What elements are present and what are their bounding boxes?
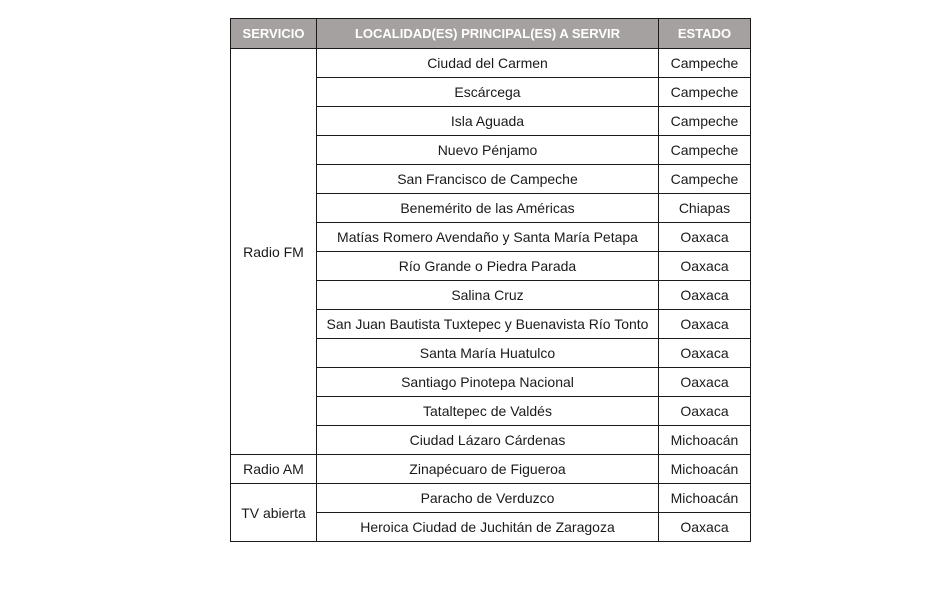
table-body: [231, 49, 751, 542]
locality-cell: Río Grande o Piedra Parada: [317, 252, 659, 281]
locality-cell: Santa María Huatulco: [317, 339, 659, 368]
header-row: [231, 19, 751, 49]
state-cell: Oaxaca: [659, 223, 751, 252]
locality-cell: Paracho de Verduzco: [317, 484, 659, 513]
state-cell: Oaxaca: [659, 252, 751, 281]
locality-cell: Matías Romero Avendaño y Santa María Petapa: [317, 223, 659, 252]
table-row: [231, 455, 751, 484]
state-cell: Oaxaca: [659, 397, 751, 426]
locality-cell: Nuevo Pénjamo: [317, 136, 659, 165]
state-cell: Oaxaca: [659, 513, 751, 542]
table-row: [231, 484, 751, 513]
locality-cell: Ciudad Lázaro Cárdenas: [317, 426, 659, 455]
state-cell: Campeche: [659, 107, 751, 136]
table-header: [231, 19, 751, 49]
state-cell: Campeche: [659, 165, 751, 194]
locality-cell: Isla Aguada: [317, 107, 659, 136]
locality-cell: San Juan Bautista Tuxtepec y Buenavista Río Tonto: [317, 310, 659, 339]
service-cell: Radio FM: [231, 49, 317, 455]
locality-cell: Zinapécuaro de Figueroa: [317, 455, 659, 484]
header-locality: LOCALIDAD(ES) PRINCIPAL(ES) A SERVIR: [317, 19, 659, 49]
locality-cell: Tataltepec de Valdés: [317, 397, 659, 426]
state-cell: Oaxaca: [659, 339, 751, 368]
state-cell: Michoacán: [659, 455, 751, 484]
services-table: [230, 18, 751, 542]
locality-cell: Escárcega: [317, 78, 659, 107]
locality-cell: Heroica Ciudad de Juchitán de Zaragoza: [317, 513, 659, 542]
locality-cell: Santiago Pinotepa Nacional: [317, 368, 659, 397]
state-cell: Chiapas: [659, 194, 751, 223]
locality-cell: San Francisco de Campeche: [317, 165, 659, 194]
state-cell: Campeche: [659, 136, 751, 165]
state-cell: Oaxaca: [659, 281, 751, 310]
state-cell: Oaxaca: [659, 310, 751, 339]
locality-cell: Benemérito de las Américas: [317, 194, 659, 223]
service-cell: Radio AM: [231, 455, 317, 484]
state-cell: Michoacán: [659, 484, 751, 513]
state-cell: Campeche: [659, 49, 751, 78]
locality-cell: Ciudad del Carmen: [317, 49, 659, 78]
state-cell: Campeche: [659, 78, 751, 107]
header-service: SERVICIO: [231, 19, 317, 49]
state-cell: Michoacán: [659, 426, 751, 455]
state-cell: Oaxaca: [659, 368, 751, 397]
service-cell: TV abierta: [231, 484, 317, 542]
header-state: ESTADO: [659, 19, 751, 49]
table-row: [231, 49, 751, 78]
locality-cell: Salina Cruz: [317, 281, 659, 310]
